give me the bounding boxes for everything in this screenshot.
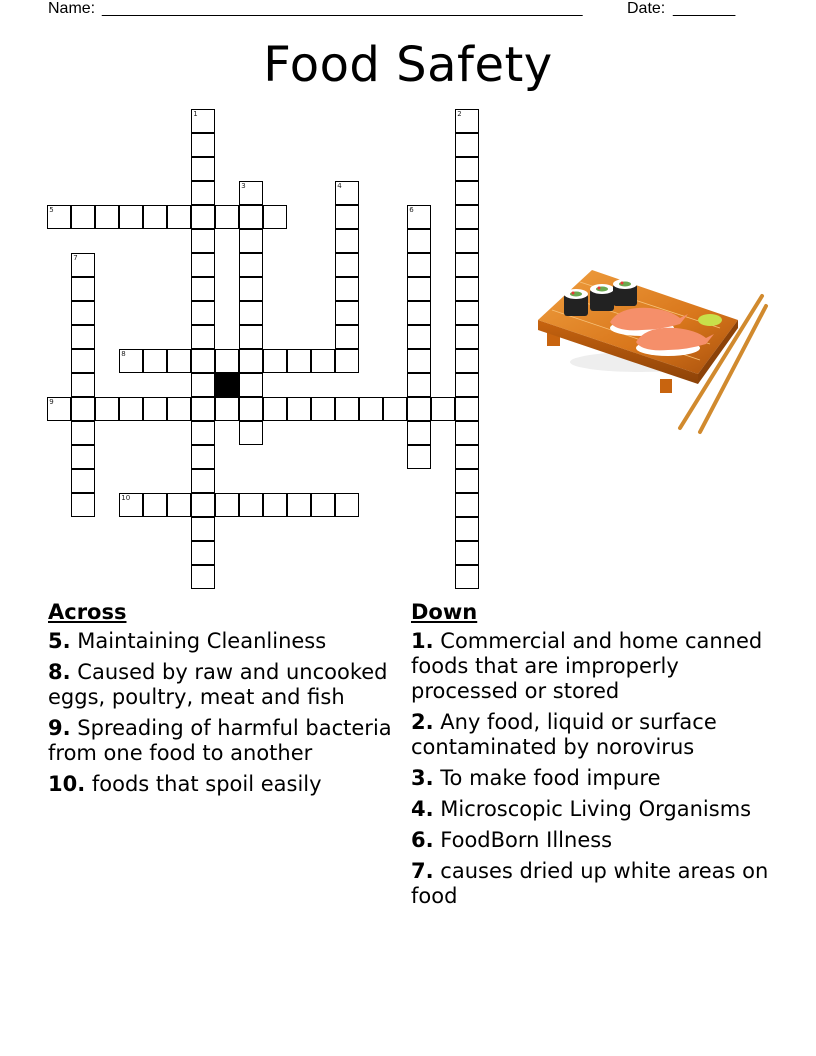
crossword-cell[interactable] — [191, 109, 215, 133]
crossword-cell[interactable] — [407, 349, 431, 373]
crossword-cell[interactable] — [71, 469, 95, 493]
crossword-cell[interactable] — [359, 397, 383, 421]
page-title: Food Safety — [263, 37, 553, 93]
crossword-cell[interactable] — [455, 565, 479, 589]
clue-number-label: 10 — [121, 494, 131, 503]
crossword-cell[interactable] — [167, 349, 191, 373]
crossword-cell[interactable] — [143, 493, 167, 517]
crossword-cell[interactable] — [191, 565, 215, 589]
crossword-cell[interactable] — [71, 397, 95, 421]
crossword-cell[interactable] — [335, 253, 359, 277]
crossword-cell[interactable] — [191, 373, 215, 397]
crossword-cell[interactable] — [95, 205, 119, 229]
crossword-cell[interactable] — [71, 421, 95, 445]
crossword-cell[interactable] — [239, 421, 263, 445]
clue-down-4 — [411, 797, 781, 822]
clue-down-7 — [411, 859, 781, 909]
crossword-cell[interactable] — [263, 205, 287, 229]
crossword-cell[interactable] — [191, 205, 215, 229]
crossword-cell[interactable] — [407, 229, 431, 253]
crossword-cell[interactable] — [191, 277, 215, 301]
clue-down-3 — [411, 766, 781, 791]
crossword-cell[interactable] — [191, 229, 215, 253]
crossword-cell[interactable] — [239, 373, 263, 397]
clue-across-9 — [48, 716, 398, 766]
sushi-platter-icon — [530, 262, 770, 437]
clue-down-6 — [411, 828, 781, 853]
crossword-cell[interactable] — [407, 325, 431, 349]
crossword-cell[interactable] — [191, 445, 215, 469]
clue-down-2 — [411, 710, 781, 760]
name-label: Name: — [48, 0, 96, 17]
crossword-cell[interactable] — [407, 445, 431, 469]
clue-number-label: 5 — [49, 206, 54, 215]
clue-text: To make food impure — [440, 766, 661, 790]
crossword-grid — [48, 110, 480, 590]
crossword-cell[interactable] — [191, 421, 215, 445]
crossword-cell[interactable] — [407, 301, 431, 325]
crossword-cell[interactable] — [167, 205, 191, 229]
crossword-cell[interactable] — [239, 301, 263, 325]
clue-number: 2. — [411, 710, 434, 734]
crossword-cell[interactable] — [263, 349, 287, 373]
crossword-cell[interactable] — [407, 277, 431, 301]
crossword-cell[interactable] — [311, 397, 335, 421]
clue-text: foods that spoil easily — [91, 772, 322, 796]
crossword-cell[interactable] — [455, 205, 479, 229]
crossword-cell[interactable] — [335, 325, 359, 349]
crossword-cell[interactable] — [455, 301, 479, 325]
crossword-cell[interactable] — [455, 493, 479, 517]
crossword-cell[interactable] — [455, 421, 479, 445]
crossword-cell[interactable] — [191, 541, 215, 565]
clue-text: Commercial and home canned foods that are improperly processed or stored — [411, 629, 763, 703]
crossword-cell[interactable] — [455, 253, 479, 277]
crossword-cell[interactable] — [455, 469, 479, 493]
crossword-cell[interactable] — [287, 397, 311, 421]
crossword-cell[interactable] — [335, 349, 359, 373]
crossword-cell[interactable] — [239, 181, 263, 205]
crossword-cell[interactable] — [191, 493, 215, 517]
crossword-cell[interactable] — [407, 205, 431, 229]
crossword-cell[interactable] — [455, 181, 479, 205]
crossword-cell[interactable] — [239, 493, 263, 517]
crossword-cell[interactable] — [407, 373, 431, 397]
crossword-cell[interactable] — [191, 469, 215, 493]
crossword-cell[interactable] — [119, 349, 143, 373]
crossword-cell[interactable] — [215, 349, 239, 373]
crossword-cell[interactable] — [143, 205, 167, 229]
crossword-cell[interactable] — [191, 301, 215, 325]
crossword-cell[interactable] — [239, 205, 263, 229]
crossword-cell[interactable] — [335, 301, 359, 325]
crossword-cell[interactable] — [71, 205, 95, 229]
clue-text: causes dried up white areas on food — [411, 859, 769, 908]
clue-number: 10. — [48, 772, 86, 796]
crossword-cell[interactable] — [455, 109, 479, 133]
crossword-cell[interactable] — [287, 349, 311, 373]
clue-number-label: 1 — [193, 110, 198, 119]
clue-across-10 — [48, 772, 398, 797]
crossword-cell[interactable] — [215, 493, 239, 517]
header — [48, 0, 748, 20]
crossword-cell[interactable] — [71, 253, 95, 277]
clue-number: 9. — [48, 716, 71, 740]
clue-text: Maintaining Cleanliness — [77, 629, 327, 653]
crossword-cell[interactable] — [455, 349, 479, 373]
clue-number-label: 7 — [73, 254, 78, 263]
crossword-cell[interactable] — [239, 229, 263, 253]
crossword-cell[interactable] — [311, 349, 335, 373]
clue-number-label: 3 — [241, 182, 246, 191]
crossword-cell[interactable] — [143, 349, 167, 373]
crossword-cell[interactable] — [167, 397, 191, 421]
crossword-cell[interactable] — [407, 421, 431, 445]
crossword-cell[interactable] — [455, 397, 479, 421]
crossword-cell[interactable] — [191, 181, 215, 205]
crossword-cell[interactable] — [71, 349, 95, 373]
down-clues — [411, 600, 781, 915]
clue-text: FoodBorn Illness — [440, 828, 613, 852]
crossword-cell[interactable] — [71, 493, 95, 517]
black-cell — [215, 373, 239, 397]
crossword-cell[interactable] — [335, 181, 359, 205]
crossword-cell[interactable] — [143, 397, 167, 421]
crossword-cell[interactable] — [335, 493, 359, 517]
crossword-cell[interactable] — [239, 277, 263, 301]
crossword-cell[interactable] — [191, 325, 215, 349]
date-label: Date: — [627, 0, 666, 17]
date-field[interactable]: _______ — [673, 0, 736, 17]
crossword-cell[interactable] — [191, 517, 215, 541]
crossword-cell[interactable] — [455, 325, 479, 349]
clue-number: 5. — [48, 629, 71, 653]
crossword-cell[interactable] — [407, 253, 431, 277]
crossword-cell[interactable] — [191, 157, 215, 181]
clue-number-label: 9 — [49, 398, 54, 407]
name-field[interactable]: ______________________________________________________ — [102, 0, 583, 17]
crossword-cell[interactable] — [119, 205, 143, 229]
crossword-cell[interactable] — [47, 205, 71, 229]
crossword-cell[interactable] — [455, 541, 479, 565]
clue-number: 3. — [411, 766, 434, 790]
clue-text: Caused by raw and uncooked eggs, poultry, meat and fish — [48, 660, 388, 709]
crossword-cell[interactable] — [239, 397, 263, 421]
crossword-cell[interactable] — [191, 133, 215, 157]
crossword-cell[interactable] — [263, 493, 287, 517]
crossword-cell[interactable] — [263, 397, 287, 421]
crossword-cell[interactable] — [335, 205, 359, 229]
crossword-cell[interactable] — [239, 325, 263, 349]
clue-number: 6. — [411, 828, 434, 852]
crossword-cell[interactable] — [383, 397, 407, 421]
crossword-cell[interactable] — [455, 373, 479, 397]
crossword-cell[interactable] — [215, 205, 239, 229]
crossword-cell[interactable] — [455, 157, 479, 181]
clue-text: Microscopic Living Organisms — [440, 797, 752, 821]
crossword-cell[interactable] — [455, 229, 479, 253]
crossword-cell[interactable] — [119, 493, 143, 517]
crossword-cell[interactable] — [287, 493, 311, 517]
crossword-cell[interactable] — [407, 397, 431, 421]
clue-text: Any food, liquid or surface contaminated by norovirus — [411, 710, 717, 759]
crossword-cell[interactable] — [311, 493, 335, 517]
crossword-cell[interactable] — [191, 349, 215, 373]
crossword-cell[interactable] — [239, 349, 263, 373]
down-heading: Down — [411, 600, 478, 624]
crossword-cell[interactable] — [119, 397, 143, 421]
crossword-cell[interactable] — [191, 397, 215, 421]
crossword-cell[interactable] — [335, 277, 359, 301]
crossword-cell[interactable] — [71, 301, 95, 325]
crossword-cell[interactable] — [455, 517, 479, 541]
clue-number-label: 6 — [409, 206, 414, 215]
clue-across-8 — [48, 660, 398, 710]
clue-down-1 — [411, 629, 781, 704]
clue-number: 1. — [411, 629, 434, 653]
crossword-cell[interactable] — [335, 229, 359, 253]
clue-number: 8. — [48, 660, 71, 684]
crossword-cell[interactable] — [167, 493, 191, 517]
clue-text: Spreading of harmful bacteria from one food to another — [48, 716, 392, 765]
crossword-cell[interactable] — [215, 397, 239, 421]
crossword-cell[interactable] — [71, 445, 95, 469]
crossword-cell[interactable] — [71, 373, 95, 397]
clue-number-label: 2 — [457, 110, 462, 119]
crossword-cell[interactable] — [191, 253, 215, 277]
crossword-cell[interactable] — [335, 397, 359, 421]
crossword-cell[interactable] — [455, 133, 479, 157]
crossword-cell[interactable] — [431, 397, 455, 421]
clue-number-label: 4 — [337, 182, 342, 191]
clue-number: 4. — [411, 797, 434, 821]
across-clues — [48, 600, 398, 803]
crossword-cell[interactable] — [239, 253, 263, 277]
across-heading: Across — [48, 600, 127, 624]
crossword-cell[interactable] — [71, 325, 95, 349]
clue-across-5 — [48, 629, 398, 654]
clue-number: 7. — [411, 859, 434, 883]
crossword-cell[interactable] — [95, 397, 119, 421]
crossword-cell[interactable] — [71, 277, 95, 301]
crossword-cell[interactable] — [47, 397, 71, 421]
crossword-cell[interactable] — [455, 445, 479, 469]
clue-number-label: 8 — [121, 350, 126, 359]
crossword-cell[interactable] — [455, 277, 479, 301]
